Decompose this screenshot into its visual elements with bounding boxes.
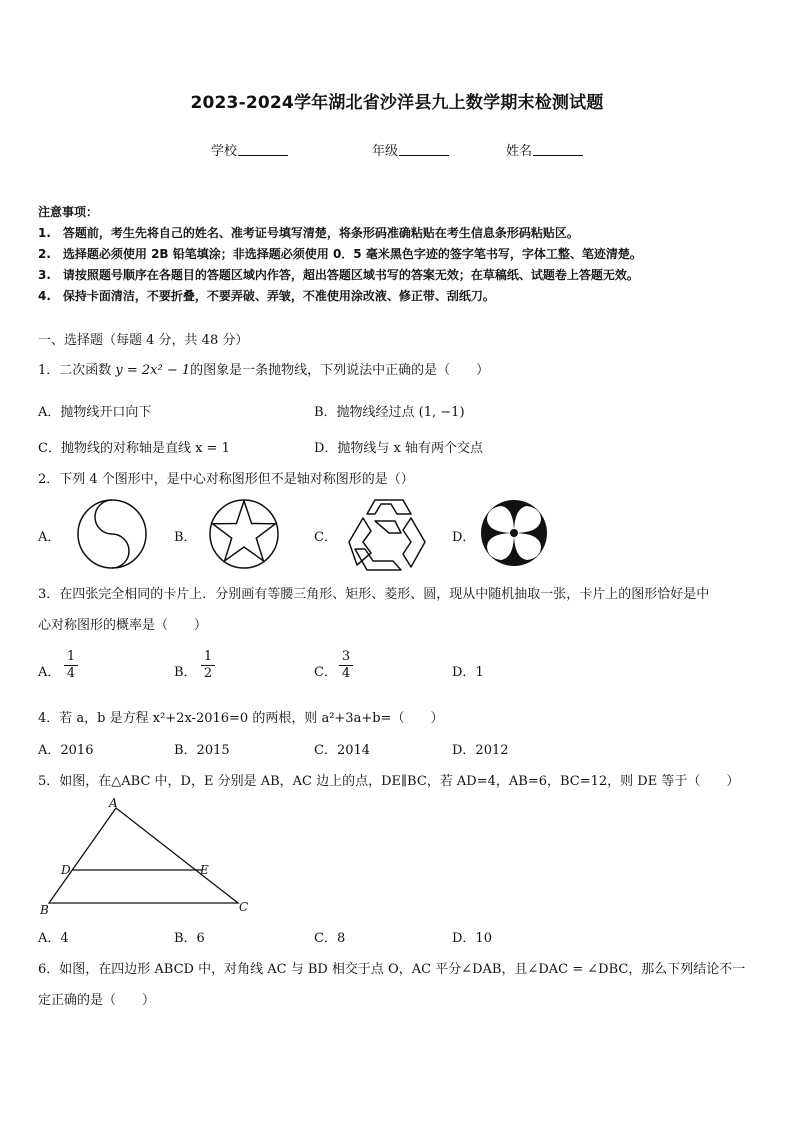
q2-label-a[interactable]: A． (38, 530, 61, 545)
q5-label-c: C (239, 900, 249, 914)
q3-option-d[interactable] (452, 661, 484, 680)
q5-label-b: B (40, 903, 49, 917)
q3-label-a[interactable]: A． (38, 665, 61, 680)
question-3-line-2: 心对称图形的概率是（ ） (38, 618, 208, 633)
q5-label-d: D (61, 863, 71, 877)
q4-option-a[interactable]: A．2016 (38, 743, 94, 758)
q3-label-d: D． (452, 665, 476, 680)
q3-fraction-c (339, 649, 353, 682)
q2-figure-d (479, 498, 549, 568)
page-title: 2023-2024学年湖北省沙洋县九上数学期末检测试题 (190, 93, 604, 113)
note-item-1: 1. 答题前，考生先将自己的姓名、准考证号填写清楚，将条形码准确粘贴在考生信息条形码粘贴区。 (38, 226, 579, 240)
q1-option-c[interactable]: C．抛物线的对称轴是直线 x = 1 (38, 441, 230, 456)
q3-b-numerator: 1 (201, 649, 215, 666)
q1-prefix: 1．二次函数 (38, 363, 116, 378)
grade-field (372, 140, 449, 159)
q3-c-denominator: 4 (341, 666, 351, 681)
q5-option-c[interactable]: C．8 (314, 931, 346, 946)
question-4: 4．若 a，b 是方程 x²+2x-2016=0 的两根，则 a²+3a+b=（ ） (38, 711, 444, 726)
question-6-line-2: 定正确的是（ ） (38, 993, 156, 1008)
q5-option-b[interactable]: B．6 (174, 931, 205, 946)
question-5: 5．如图，在△ABC 中，D，E 分别是 AB，AC 边上的点，DE∥BC，若 AD=4，AB=6，BC=12，则 DE 等于（ ） (38, 774, 740, 789)
question-3-line-1: 3．在四张完全相同的卡片上．分别画有等腰三角形、矩形、菱形、圆，现从中随机抽取一张，卡片上的图形恰好是中 (38, 587, 710, 602)
name-field (506, 140, 583, 159)
q3-d-value: 1 (475, 665, 484, 680)
notes-heading: 注意事项： (38, 205, 99, 219)
note-item-2: 2. 选择题必须使用 2B 铅笔填涂；非选择题必须使用 0．5 毫米黑色字迹的签字笔书写，字体工整、笔迹清楚。 (38, 247, 642, 261)
section-title: 一、选择题（每题 4 分，共 48 分） (38, 333, 249, 348)
q1-option-d[interactable]: D．抛物线与 x 轴有两个交点 (314, 441, 484, 456)
school-field (211, 140, 288, 159)
q4-option-c[interactable]: C．2014 (314, 743, 371, 758)
q1-option-a[interactable]: A．抛物线开口向下 (38, 405, 152, 420)
q3-a-denominator: 4 (66, 666, 76, 681)
question-2: 2．下列 4 个图形中，是中心对称图形但不是轴对称图形的是（） (38, 472, 414, 487)
note-item-3: 3. 请按照题号顺序在各题目的答题区域内作答，超出答题区域书写的答案无效；在草稿纸、试题卷上答题无效。 (38, 268, 639, 282)
grade-label: 年级 (372, 144, 399, 159)
q3-b-denominator: 2 (203, 666, 213, 681)
q2-label-c[interactable]: C． (314, 530, 337, 545)
note-item-4: 4. 保持卡面清洁，不要折叠，不要弄破、弄皱，不准使用涂改液、修正带、刮纸刀。 (38, 289, 495, 303)
school-label: 学校 (211, 144, 238, 159)
q4-option-d[interactable]: D．2012 (452, 743, 509, 758)
q5-label-e: E (200, 863, 209, 877)
q2-figure-c (345, 497, 427, 573)
q1-suffix: 的图象是一条抛物线，下列说法中正确的是（ ） (190, 363, 490, 378)
q5-option-a[interactable]: A．4 (38, 931, 69, 946)
q4-option-b[interactable]: B．2015 (174, 743, 230, 758)
q5-option-d[interactable]: D．10 (452, 931, 492, 946)
q2-figure-a (75, 498, 149, 570)
q3-fraction-a (64, 649, 78, 682)
question-6-line-1: 6．如图，在四边形 ABCD 中，对角线 AC 与 BD 相交于点 O，AC 平分∠DAB，且∠DAC = ∠DBC，那么下列结论不一 (38, 962, 746, 977)
q3-a-numerator: 1 (64, 649, 78, 666)
q5-label-a: A (109, 796, 118, 810)
name-label: 姓名 (506, 144, 533, 159)
q2-label-d[interactable]: D． (452, 530, 476, 545)
q3-label-b[interactable]: B． (174, 665, 197, 680)
q5-triangle-figure (36, 795, 256, 920)
q3-c-numerator: 3 (339, 649, 353, 666)
q3-label-c[interactable]: C． (314, 665, 337, 680)
grade-blank[interactable] (399, 143, 449, 156)
q2-label-b[interactable]: B． (174, 530, 197, 545)
q2-figure-b (208, 498, 280, 570)
name-blank[interactable] (533, 143, 583, 156)
q1-option-b[interactable]: B．抛物线经过点 (1, −1) (314, 405, 465, 420)
q1-formula: y = 2x² − 1 (115, 363, 191, 378)
question-1 (38, 359, 489, 378)
school-blank[interactable] (238, 143, 288, 156)
q3-fraction-b (201, 649, 215, 682)
